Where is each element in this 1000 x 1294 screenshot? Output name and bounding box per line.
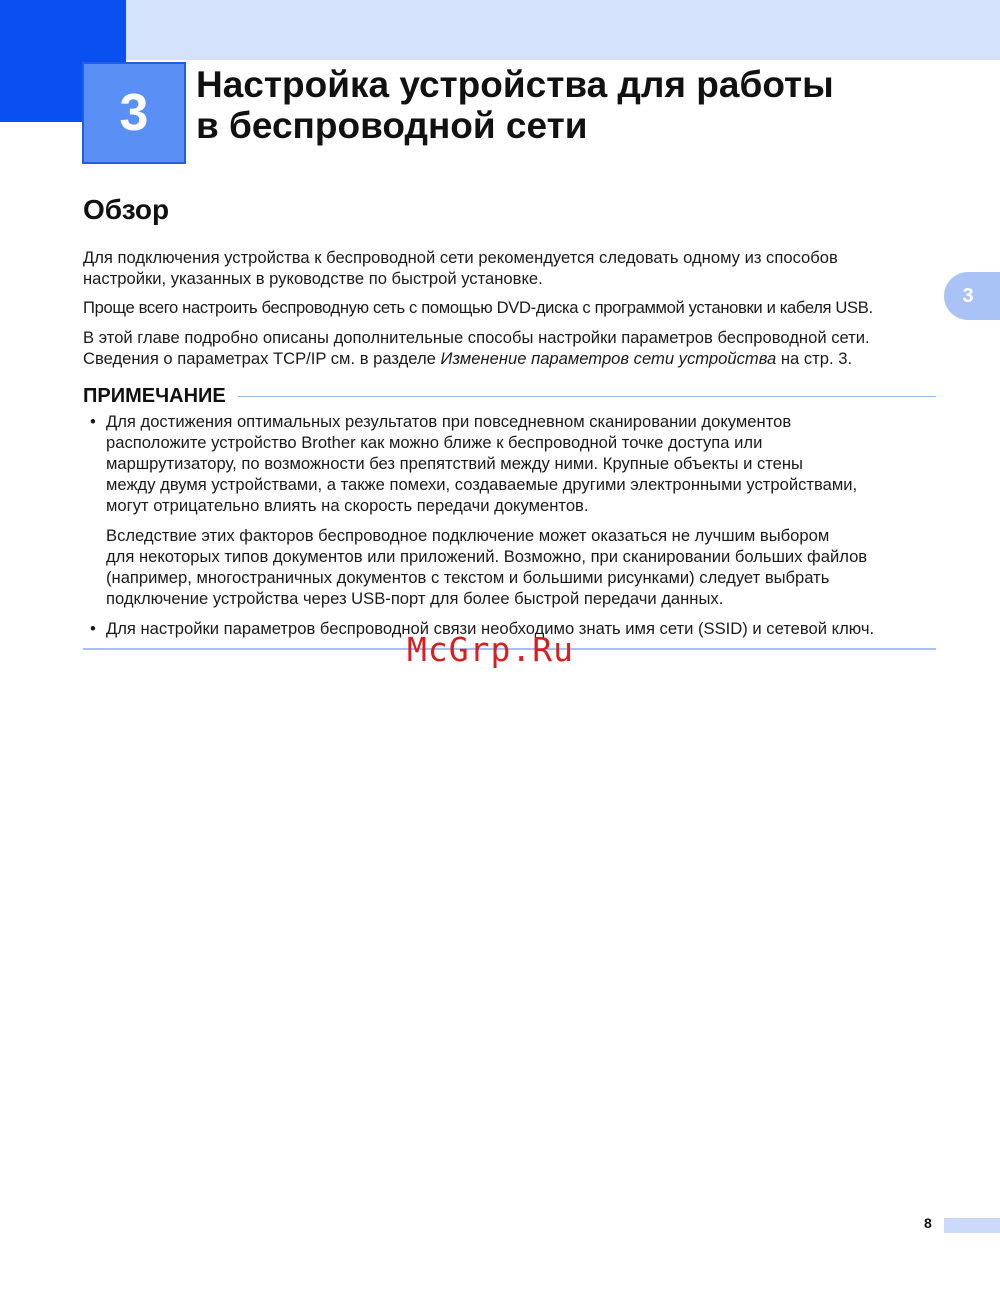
note-line: (например, многостраничных документов с текстом и большими рисунками) следует выбрать xyxy=(106,568,830,587)
text-plain: Сведения о параметрах TCP/IP см. в разделе xyxy=(83,349,441,368)
note-line: между двумя устройствами, а также помехи, создаваемые другими электронными устройствами, xyxy=(106,475,858,494)
chapter-number: 3 xyxy=(119,84,149,142)
bullet-icon: • xyxy=(90,412,96,431)
side-tab-number: 3 xyxy=(962,284,974,307)
note-item-continuation xyxy=(106,525,946,609)
paragraph-tcpip xyxy=(83,327,953,369)
watermark: McGrp.Ru xyxy=(407,630,574,669)
chapter-title xyxy=(196,64,956,146)
paragraph-line: В этой главе подробно описаны дополнительные способы настройки параметров беспроводной сети. xyxy=(83,328,870,347)
paragraph-line: Проще всего настроить беспроводную сеть с помощью DVD-диска с программой установки и кабеля USB. xyxy=(83,298,873,317)
chapter-side-tab[interactable] xyxy=(944,272,1000,320)
chapter-title-line: в беспроводной сети xyxy=(196,105,588,146)
paragraph-line xyxy=(83,348,953,369)
note-line: могут отрицательно влиять на скорость передачи документов. xyxy=(106,496,589,515)
note-line: Для настройки параметров беспроводной связи необходимо знать имя сети (SSID) и сетевой ключ. xyxy=(106,619,875,638)
page-number: 8 xyxy=(924,1215,932,1231)
bullet-icon: • xyxy=(90,619,96,638)
paragraph-line: Для подключения устройства к беспроводной сети рекомендуется следовать одному из способов xyxy=(83,248,838,267)
cross-reference-link[interactable]: Изменение параметров сети устройства xyxy=(440,349,777,368)
chapter-title-line: Настройка устройства для работы xyxy=(196,64,834,105)
note-header xyxy=(83,384,936,408)
note-line: маршрутизатору, по возможности без препятствий между ними. Крупные объекты и стены xyxy=(106,454,803,473)
note-line: для некоторых типов документов или приложений. Возможно, при сканировании больших файлов xyxy=(106,547,868,566)
section-title: Обзор xyxy=(83,194,170,225)
footer-bar xyxy=(944,1218,1000,1233)
paragraph-dvd-usb xyxy=(83,297,953,318)
note-line: Для достижения оптимальных результатов при повседневном сканировании документов xyxy=(106,412,792,431)
text-plain: на стр. 3. xyxy=(776,349,853,368)
paragraph-line: настройки, указанных в руководстве по быстрой установке. xyxy=(83,269,543,288)
paragraph-quick-setup xyxy=(83,247,953,289)
note-line: расположите устройство Brother как можно ближе к беспроводной точке доступа или xyxy=(106,433,763,452)
note-divider xyxy=(238,396,936,397)
chapter-number-box xyxy=(82,62,186,164)
note-item-placement xyxy=(106,411,946,516)
note-line: Вследствие этих факторов беспроводное подключение может оказаться не лучшим выбором xyxy=(106,526,830,545)
note-title: ПРИМЕЧАНИЕ xyxy=(83,384,226,407)
note-line: подключение устройства через USB-порт для более быстрой передачи данных. xyxy=(106,589,724,608)
header-band xyxy=(0,0,1000,60)
